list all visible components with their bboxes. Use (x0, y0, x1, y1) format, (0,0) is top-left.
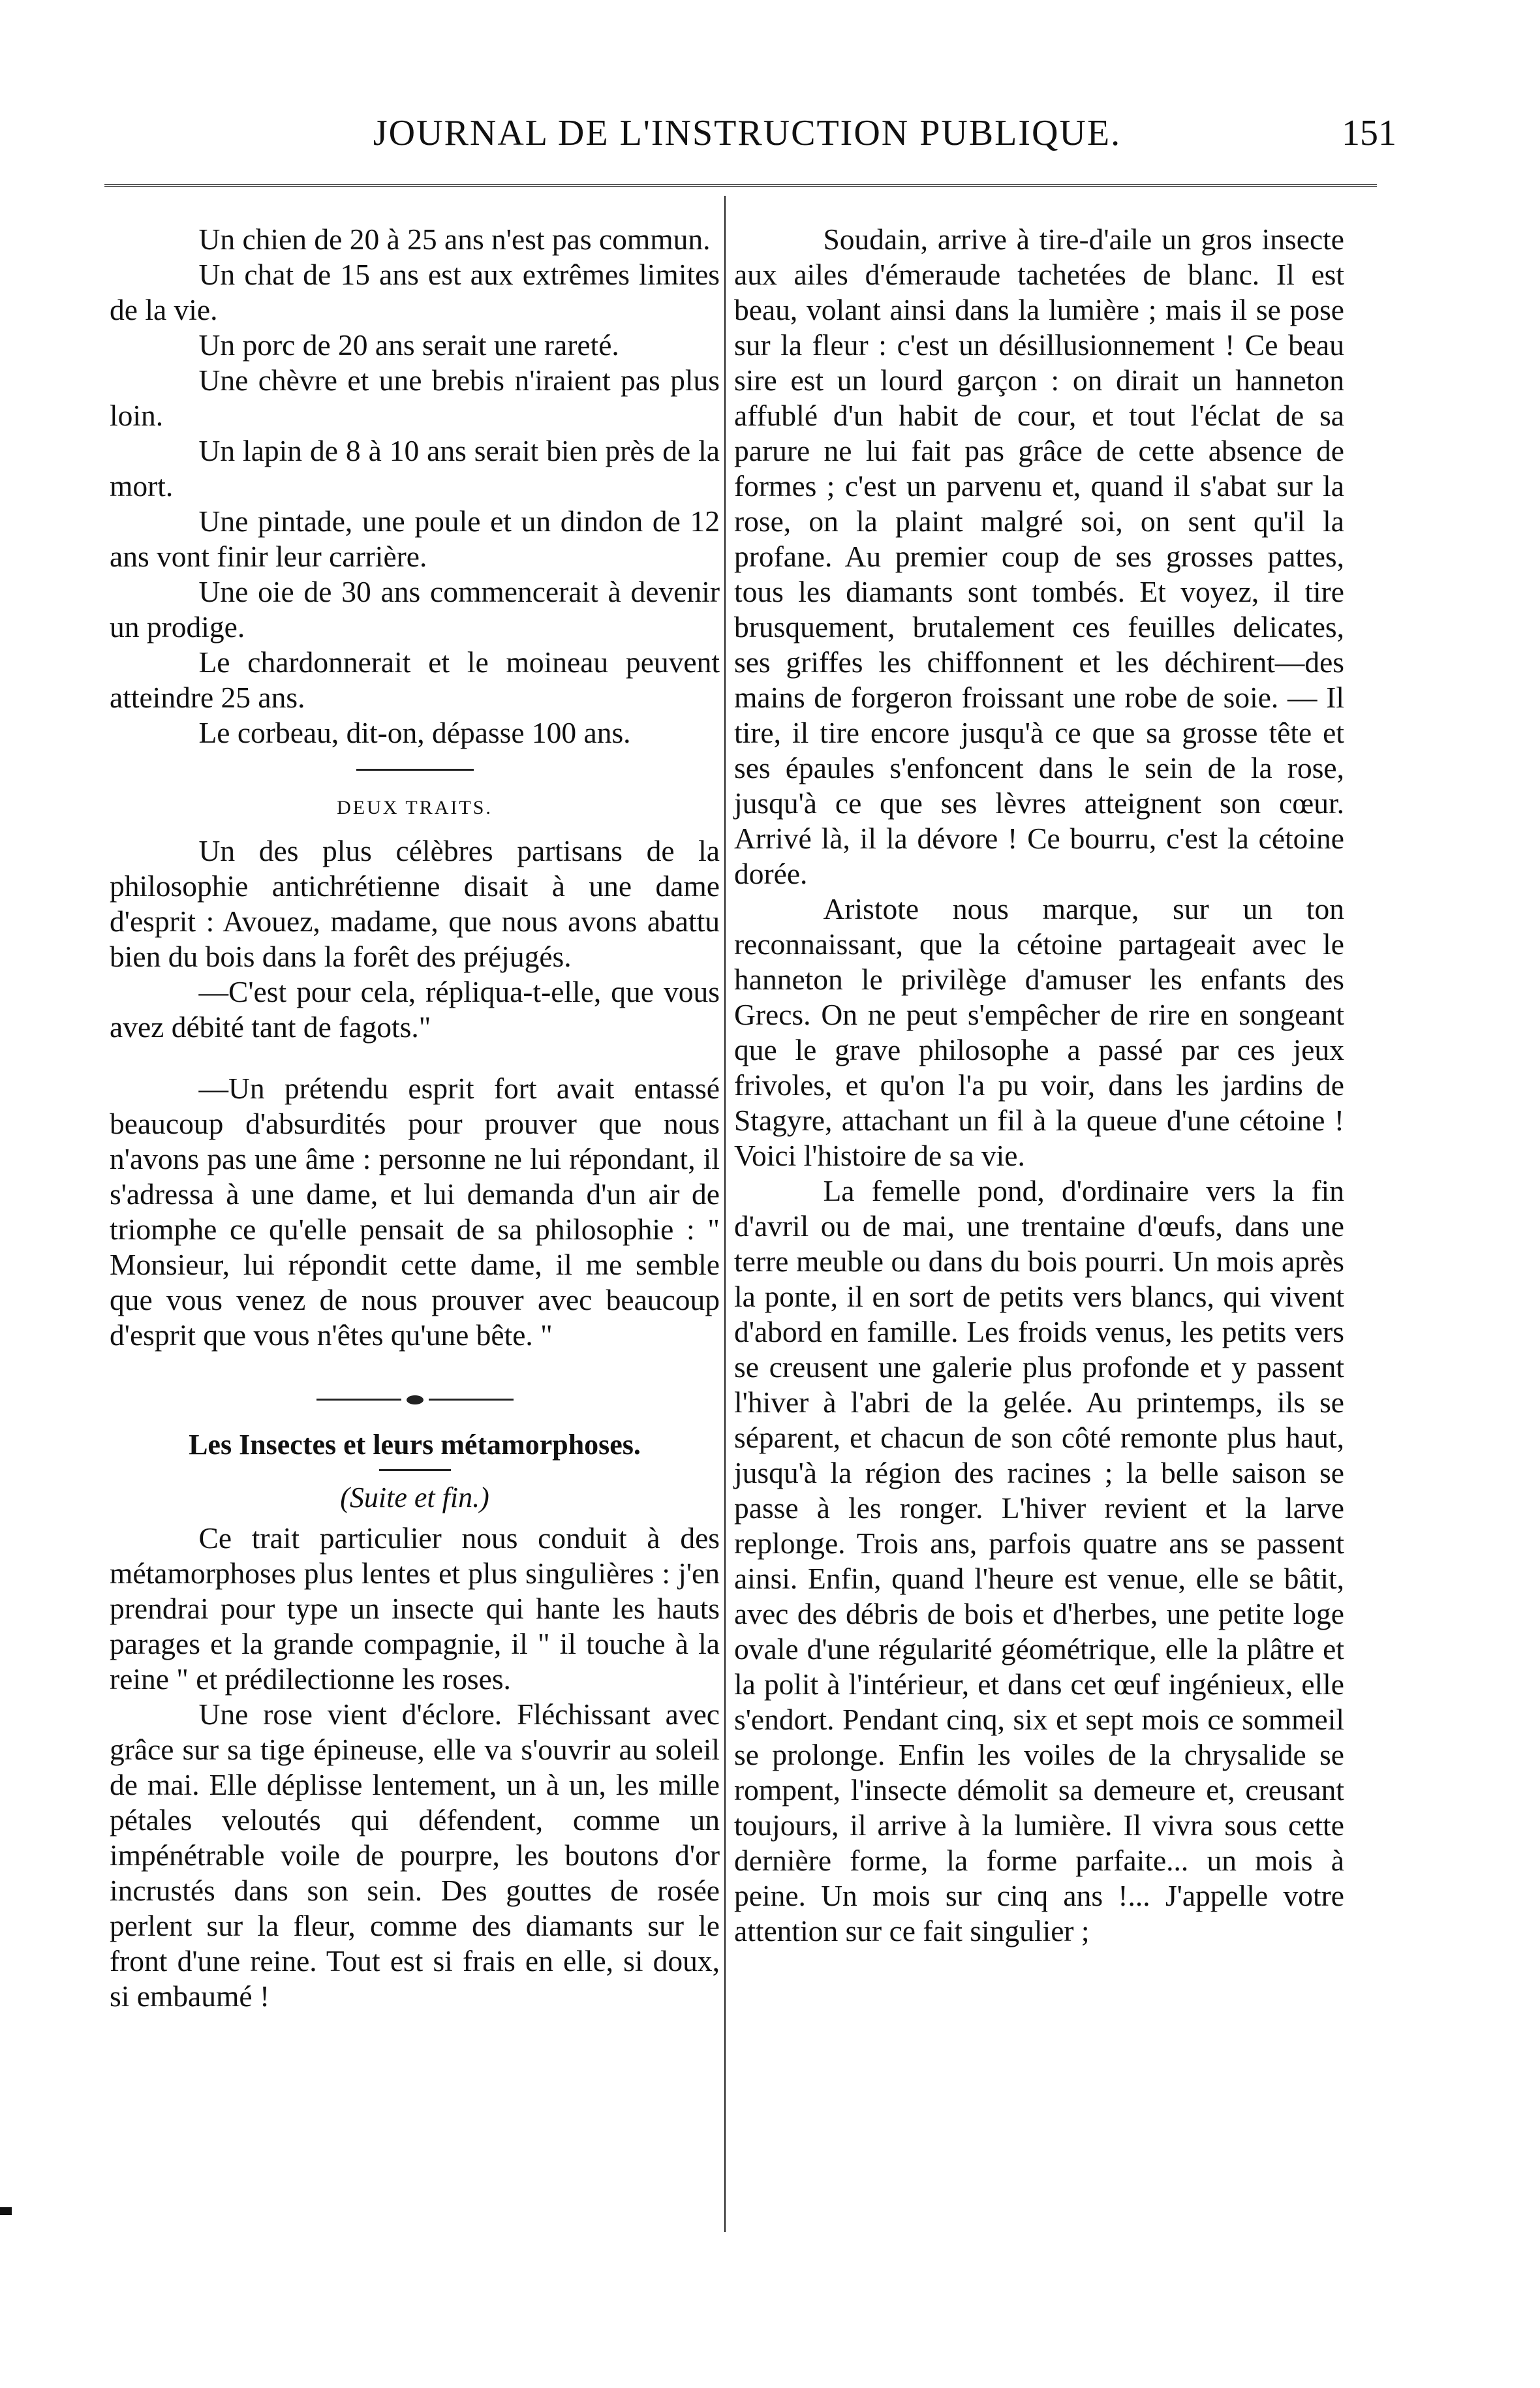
longevity-entry: Le chardonnerait et le moineau peuvent atteindre 25 ans. (110, 645, 720, 714)
article-paragraph: Soudain, arrive à tire-d'aile un gros insecte aux ailes d'émeraude tachetées de blanc. Il est beau, volant ainsi dans la lumière ; mais il se pose sur la fleur : c'est un désillusionnement ! Ce beau sire est un lourd garçon : on dirait un hanneton affublé d'un habit de cour, et tout l'éclat de sa parure ne lui fait pas grâce de cette absence de formes ; c'est un parvenu et, quand il s'abat sur la rose, on la plaint malgré soi, on sent qu'il la profane. Au premier coup de ses grosses pattes, tous les diamants sont tombés. Et voyez, il tire brusquement, brutalement ces feuilles delicates, ses griffes les chiffonnent et les déchirent—des mains de forgeron froissant une robe de soie. — Il tire, il tire encore jusqu'à ce que sa grosse tête et ses épaules s'enfoncent dans le sein de la rose, jusqu'à ce que ses lèvres atteignent son cœur. Arrivé là, il la dévore ! Ce bourru, c'est la cétoine dorée. (734, 223, 1344, 890)
section-rule (356, 769, 474, 771)
article-subtitle: (Suite et fin.) (340, 1481, 489, 1513)
article-title: Les Insectes et leurs métamorphoses. (189, 1429, 641, 1461)
left-column (110, 222, 720, 2014)
article-paragraph: Une rose vient d'éclore. Fléchissant avec grâce sur sa tige épineuse, elle va s'ouvrir au soleil de mai. Elle déplisse lentement, un à un, les mille pétales veloutés qui défendent, comme un impénétrable voile de pourpre, les boutons d'or incrustés dans son sein. Des gouttes de rosée perlent sur la fleur, comme des diamants sur le front d'une reine. Tout est si frais en elle, si doux, si embaumé ! (110, 1698, 720, 2013)
header-rule (104, 184, 1377, 187)
right-column (734, 222, 1344, 1949)
paragraph-gap (110, 1045, 720, 1071)
longevity-entry: Une pintade, une poule et un dindon de 12 ans vont finir leur carrière. (110, 504, 720, 573)
longevity-entry: Un chien de 20 à 25 ans n'est pas commun. (198, 223, 711, 256)
longevity-entry: Le corbeau, dit-on, dépasse 100 ans. (198, 716, 631, 749)
ornament-divider (110, 1379, 720, 1399)
ornament-line (429, 1399, 514, 1401)
trait-paragraph: Un des plus célèbres partisans de la philosophie antichrétienne disait à une dame d'esprit : Avouez, madame, que nous avons abattu bien du bois dans la forêt des préjugés. (110, 834, 720, 973)
ornament-line (316, 1399, 401, 1401)
longevity-entry: Une chèvre et une brebis n'iraient pas plus loin. (110, 364, 720, 432)
trait-paragraph: —Un prétendu esprit fort avait entassé beaucoup d'absurdités pour prouver que nous n'avons pas une âme : personne ne lui répondant, il s'adressa à une dame, et lui demanda d'un air de triomphe ce qu'elle pensait de sa philosophie : " Monsieur, lui répondit cette dame, il me semble que vous venez de nous prouver avec beaucoup d'esprit que vous n'êtes qu'une bête. " (110, 1072, 720, 1352)
ornament-diamond (407, 1395, 424, 1404)
margin-mark (0, 2207, 12, 2215)
article-paragraph: La femelle pond, d'ordinaire vers la fin d'avril ou de mai, une trentaine d'œufs, dans une terre meuble ou dans du bois pourri. Un mois après la ponte, il en sort de petits vers blancs, qui vivent d'abord en famille. Les froids venus, les petits vers se creusent une galerie plus profonde et y passent l'hiver à l'abri de la gelée. Au printemps, ils se séparent, et chacun de son côté remonte plus haut, jusqu'à la région des racines ; la belle saison se passe à les ronger. L'hiver revient et la larve replonge. Trois ans, parfois quatre ans se passent ainsi. Enfin, quand l'heure est venue, elle se bâtit, avec des débris de bois et d'herbes, une petite loge ovale d'une régularité géométrique, elle la plâtre et la polit à l'intérieur, et dans cet œuf ingénieux, elle s'endort. Pendant cinq, six et sept mois ce sommeil se prolonge. Enfin les voiles de la chrysalide se rompent, l'insecte démolit sa demeure et, creusant toujours, il arrive à la lumière. Il vivra sous cette dernière forme, la forme parfaite... un mois à peine. Un mois sur cinq ans !... J'appelle votre attention sur ce fait singulier ; (734, 1174, 1344, 1947)
running-title: JOURNAL DE L'INSTRUCTION PUBLIQUE. (373, 113, 1122, 153)
longevity-entry: Une oie de 30 ans commencerait à devenir un prodige. (110, 575, 720, 644)
longevity-entry: Un chat de 15 ans est aux extrêmes limites de la vie. (110, 258, 720, 326)
column-divider (724, 196, 726, 2232)
trait-paragraph: —C'est pour cela, répliqua-t-elle, que vous avez débité tant de fagots." (110, 975, 720, 1044)
article-paragraph: Aristote nous marque, sur un ton reconnaissant, que la cétoine partageait avec le hanneton le privilège d'amuser les enfants des Grecs. On ne peut s'empêcher de rire en songeant que le grave philosophe a passé par ces jeux frivoles, et qu'on l'a pu voir, dans les jardins de Stagyre, attachant un fil à la queue d'une cétoine ! Voici l'histoire de sa vie. (734, 892, 1344, 1172)
longevity-entry: Un porc de 20 ans serait une rareté. (198, 328, 619, 362)
page-header (98, 112, 1396, 178)
longevity-entry: Un lapin de 8 à 10 ans serait bien près de la mort. (110, 434, 720, 503)
article-paragraph: Ce trait particulier nous conduit à des métamorphoses plus lentes et plus singulières : j'en prendrai pour type un insecte qui hante les hauts parages et la grande compagnie, il " il touche à la reine " et prédilectionne les roses. (110, 1521, 720, 1696)
page-number: 151 (1342, 113, 1396, 153)
title-rule (379, 1469, 451, 1471)
section-heading: DEUX TRAITS. (337, 797, 493, 818)
